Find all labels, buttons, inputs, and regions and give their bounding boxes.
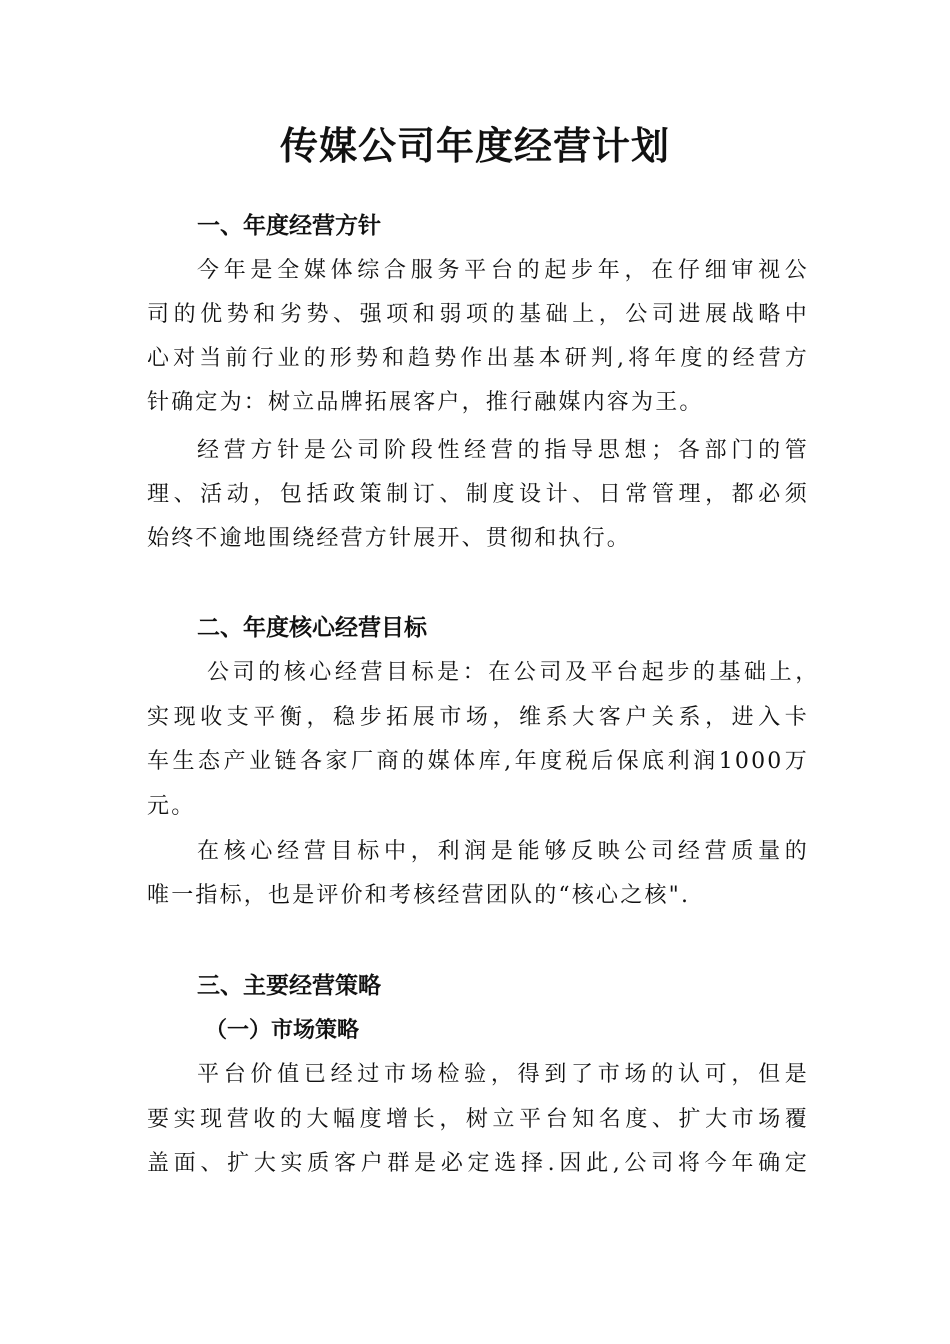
text-line: 唯一指标，也是评价和考核经营团队的“核心之核". bbox=[147, 883, 691, 908]
text-line: 心对当前行业的形势和趋势作出基本研判,将年度的经营方 bbox=[147, 346, 809, 371]
section-heading: 一、年度经营方针 bbox=[197, 213, 381, 239]
section-heading: 三、主要经营策略 bbox=[197, 973, 381, 999]
text-line: 司的优势和劣势、强项和弱项的基础上，公司进展战略中 bbox=[147, 302, 809, 327]
text-line: 始终不逾地围绕经营方针展开、贯彻和执行。 bbox=[147, 526, 632, 551]
section-subheading: （一）市场策略 bbox=[205, 1017, 360, 1043]
text-line: 实现收支平衡，稳步拓展市场，维系大客户关系，进入卡 bbox=[147, 705, 809, 730]
text-line: 针确定为：树立品牌拓展客户，推行融媒内容为王。 bbox=[147, 390, 704, 415]
section-heading: 二、年度核心经营目标 bbox=[197, 615, 427, 641]
text-line: 在核心经营目标中，利润是能够反映公司经营质量的 bbox=[197, 839, 809, 864]
text-line: 理、活动，包括政策制订、制度设计、日常管理，都必须 bbox=[147, 482, 809, 507]
document-title: 传媒公司年度经营计划 bbox=[279, 123, 670, 168]
text-line: 要实现营收的大幅度增长，树立平台知名度、扩大市场覆 bbox=[147, 1107, 809, 1132]
text-line: 盖面、扩大实质客户群是必定选择.因此,公司将今年确定 bbox=[147, 1151, 809, 1176]
text-line: 今年是全媒体综合服务平台的起步年，在仔细审视公 bbox=[197, 258, 809, 283]
text-line: 元。 bbox=[147, 794, 196, 819]
text-line: 车生态产业链各家厂商的媒体库,年度税后保底利润1000万 bbox=[147, 749, 809, 774]
text-line: 平台价值已经过市场检验，得到了市场的认可，但是 bbox=[197, 1062, 809, 1087]
text-line: 经营方针是公司阶段性经营的指导思想；各部门的管 bbox=[197, 438, 809, 463]
text-line: 公司的核心经营目标是：在公司及平台起步的基础上， bbox=[207, 660, 819, 685]
